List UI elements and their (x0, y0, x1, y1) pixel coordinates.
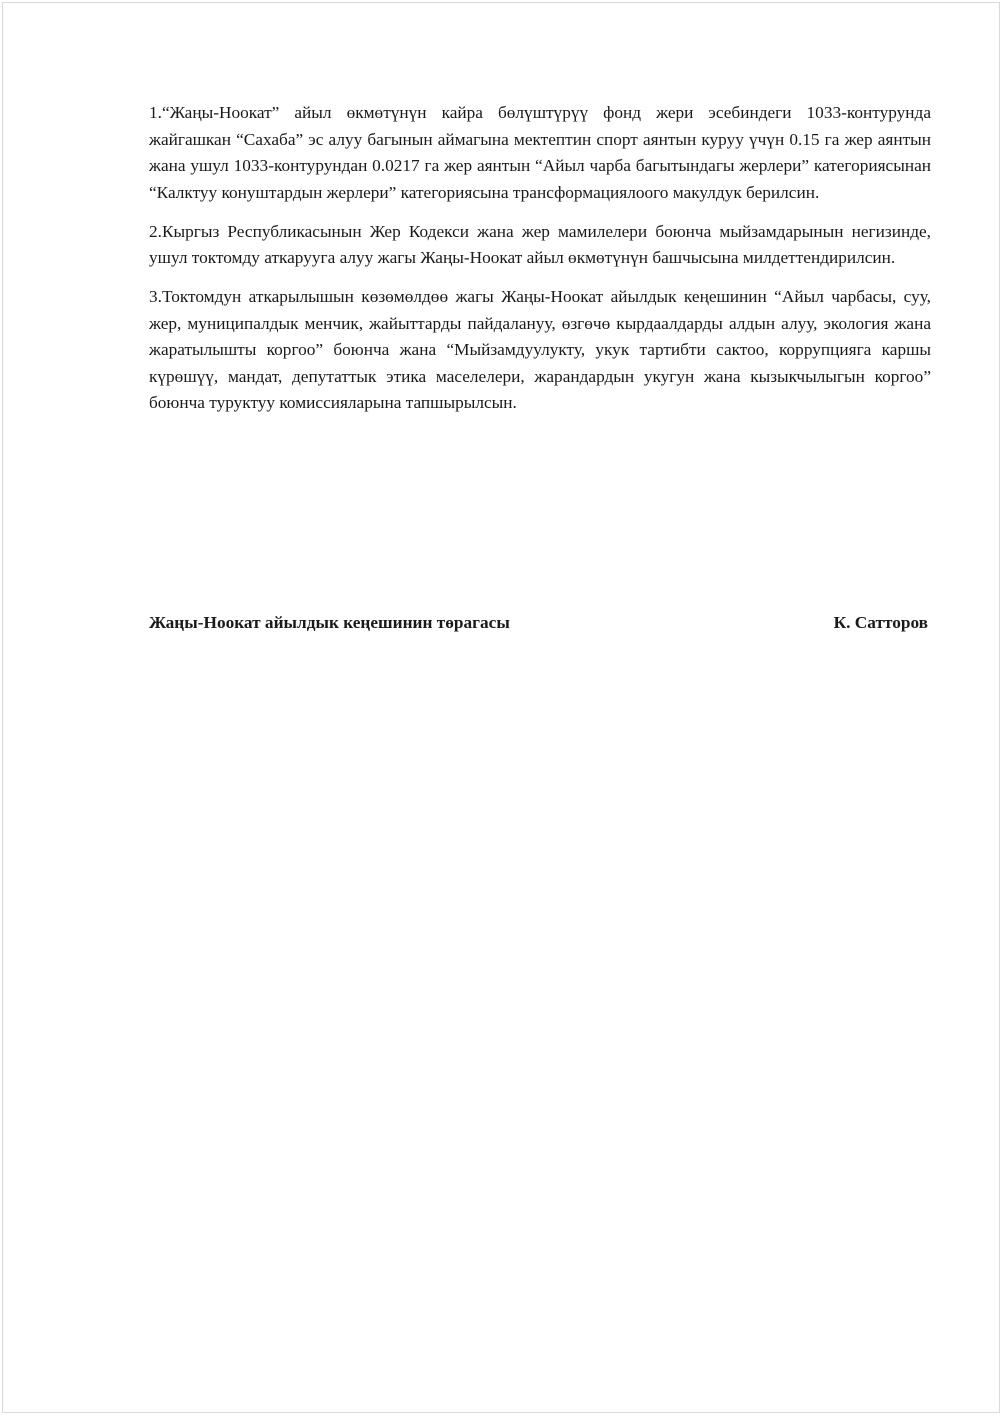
signatory-position: Жаңы-Ноокат айылдык кеңешинин төрагасы (149, 613, 510, 632)
paragraph-3: 3.Токтомдун аткарылышын көзөмөлдөө жагы Жаңы-Ноокат айылдык кеңешинин “Айыл чарбасы, суу, жер, муниципалдык менчик, жайыттарды пайдалануу, өзгөчө кырдаалдарды алдын алуу, экология жана жаратылышты коргоо” боюнча жана “Мыйзамдуулукту, укук тартибти сактоо, коррупцияга каршы күрөшүү, мандат, депутаттык этика маселелери, жарандардын укугун жана кызыкчылыгын коргоо” боюнча туруктуу комиссияларына тапшырылсын. (149, 287, 931, 412)
paragraph-1: 1.“Жаңы-Ноокат” айыл өкмөтүнүн кайра бөлүштүрүү фонд жери эсебиндеги 1033-контурунда жайгашкан “Сахаба” эс алуу багынын аймагына мектептин спорт аянтын куруу үчүн 0.15 га жер аянтын жана ушул 1033-контурундан 0.0217 га жер аянтын “Айыл чарба багытындагы жерлери” категориясынан “Калктуу конуштардын жерлери” категориясына трансформациялоого макулдук берилсин. (149, 103, 931, 202)
document-body (149, 100, 931, 429)
paragraph-2: 2.Кыргыз Республикасынын Жер Кодекси жана жер мамилелери боюнча мыйзамдарынын негизинде, ушул токтомду аткарууга алуу жагы Жаңы-Ноокат айыл өкмөтүнүн башчысына милдеттендирилсин. (149, 221, 931, 267)
signatory-name: К. Сатторов (833, 613, 928, 632)
signature-block (149, 610, 928, 636)
document-page (2, 2, 1000, 1413)
